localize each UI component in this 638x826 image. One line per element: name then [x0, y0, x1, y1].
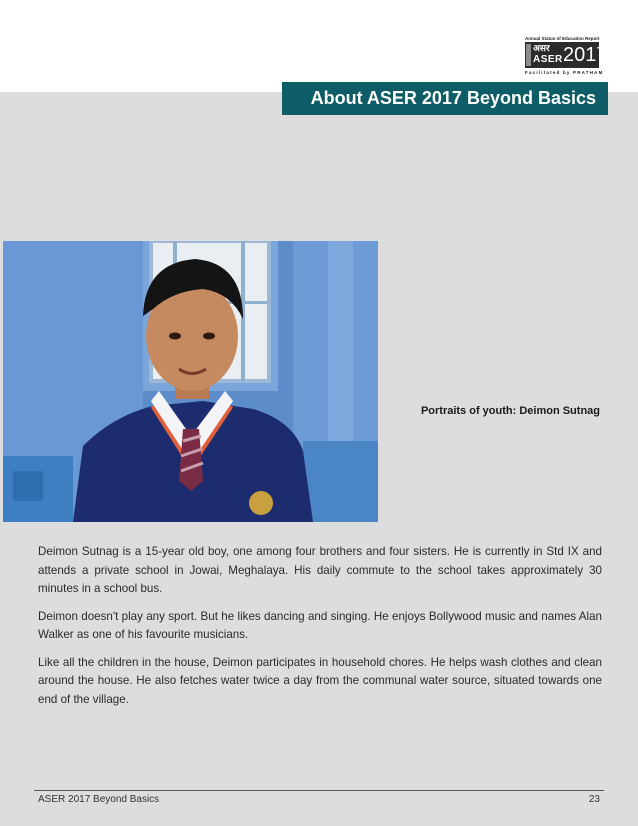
logo-hindi-text: असर — [533, 43, 550, 53]
paragraph-3: Like all the children in the house, Deimon participates in household chores. He helps wash clothes and clean around the house. He also fetches water twice a day from the communal water source, situated towards one end of the village. — [38, 655, 602, 706]
aser-logo — [525, 36, 608, 78]
portrait-illustration — [3, 241, 378, 522]
logo-aser-text: ASER — [533, 54, 563, 65]
portrait-photo — [3, 241, 378, 522]
logo-facilitated-text: Facilitated by PRATHAM — [525, 70, 604, 75]
logo-box — [525, 42, 608, 68]
page-title: About ASER 2017 Beyond Basics — [282, 82, 608, 115]
logo-side-strip — [526, 44, 531, 66]
paragraph-2: Deimon doesn't play any sport. But he likes dancing and singing. He enjoys Bollywood music and names Alan Walker as one of his favourite musicians. — [38, 609, 602, 641]
page-number: 23 — [588, 794, 600, 805]
footer-title: ASER 2017 Beyond Basics — [38, 794, 160, 805]
logo-year: 2017 — [563, 44, 608, 66]
paragraph-1: Deimon Sutnag is a 15-year old boy, one among four brothers and four sisters. He is currently in Std IX and attends a private school in Jowai, Meghalaya. His daily commute to the school takes approximately 30 minutes in a school bus. — [38, 545, 602, 595]
body-text — [38, 543, 602, 718]
footer-divider — [34, 790, 604, 791]
photo-caption: Portraits of youth: Deimon Sutnag — [420, 405, 600, 417]
logo-top-text: Annual Status of Education Report — [525, 36, 600, 41]
